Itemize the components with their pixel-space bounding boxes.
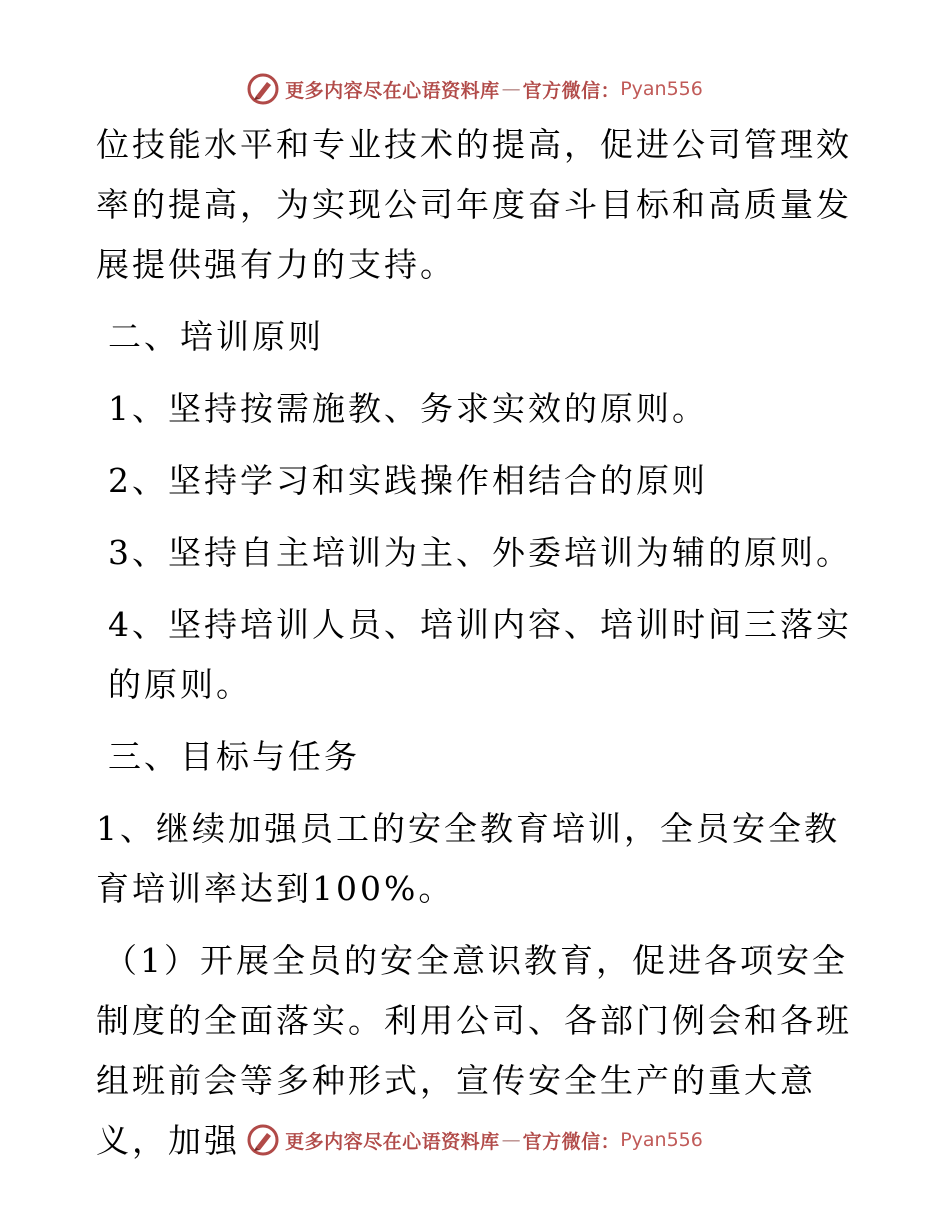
pen-logo-icon	[247, 73, 279, 105]
heading-goals-tasks: 三、目标与任务	[108, 737, 360, 776]
pen-logo-icon	[247, 1124, 279, 1156]
paragraph-intro-continued: 位技能水平和专业技术的提高，促进公司管理效率的提高，为实现公司年度奋斗目标和高质量发展提供强有力的支持。	[96, 125, 852, 284]
principle-item-4: 4、坚持培训人员、培训内容、培训时间三落实的原则。	[108, 605, 852, 704]
principle-item-3: 3、坚持自主培训为主、外委培训为辅的原则。	[108, 533, 852, 572]
goal-item-1: 1、继续加强员工的安全教育培训，全员安全教育培训率达到100%。	[96, 809, 840, 908]
watermark-brand-text: 更多内容尽在心语资料库	[285, 1130, 500, 1153]
watermark-header	[0, 72, 950, 106]
watermark-separator: —	[501, 1129, 521, 1151]
watermark-account: Pyan556	[620, 78, 703, 100]
document-body	[96, 115, 856, 1171]
watermark-label: 官方微信：	[522, 1130, 621, 1153]
watermark-label: 官方微信：	[522, 79, 621, 102]
watermark-brand-text: 更多内容尽在心语资料库	[285, 79, 500, 102]
goal-subitem-1: （1）开展全员的安全意识教育，促进各项安全制度的全面落实。利用公司、各部门例会和各班组班前会等多种形式，宣传安全生产的重大意义，加强	[96, 941, 852, 1160]
principle-item-2: 2、坚持学习和实践操作相结合的原则	[108, 461, 708, 500]
watermark-footer	[0, 1123, 950, 1157]
watermark-separator: —	[501, 78, 521, 100]
principle-item-1: 1、坚持按需施教、务求实效的原则。	[108, 389, 708, 428]
watermark-account: Pyan556	[620, 1129, 703, 1151]
heading-training-principles: 二、培训原则	[108, 317, 324, 356]
